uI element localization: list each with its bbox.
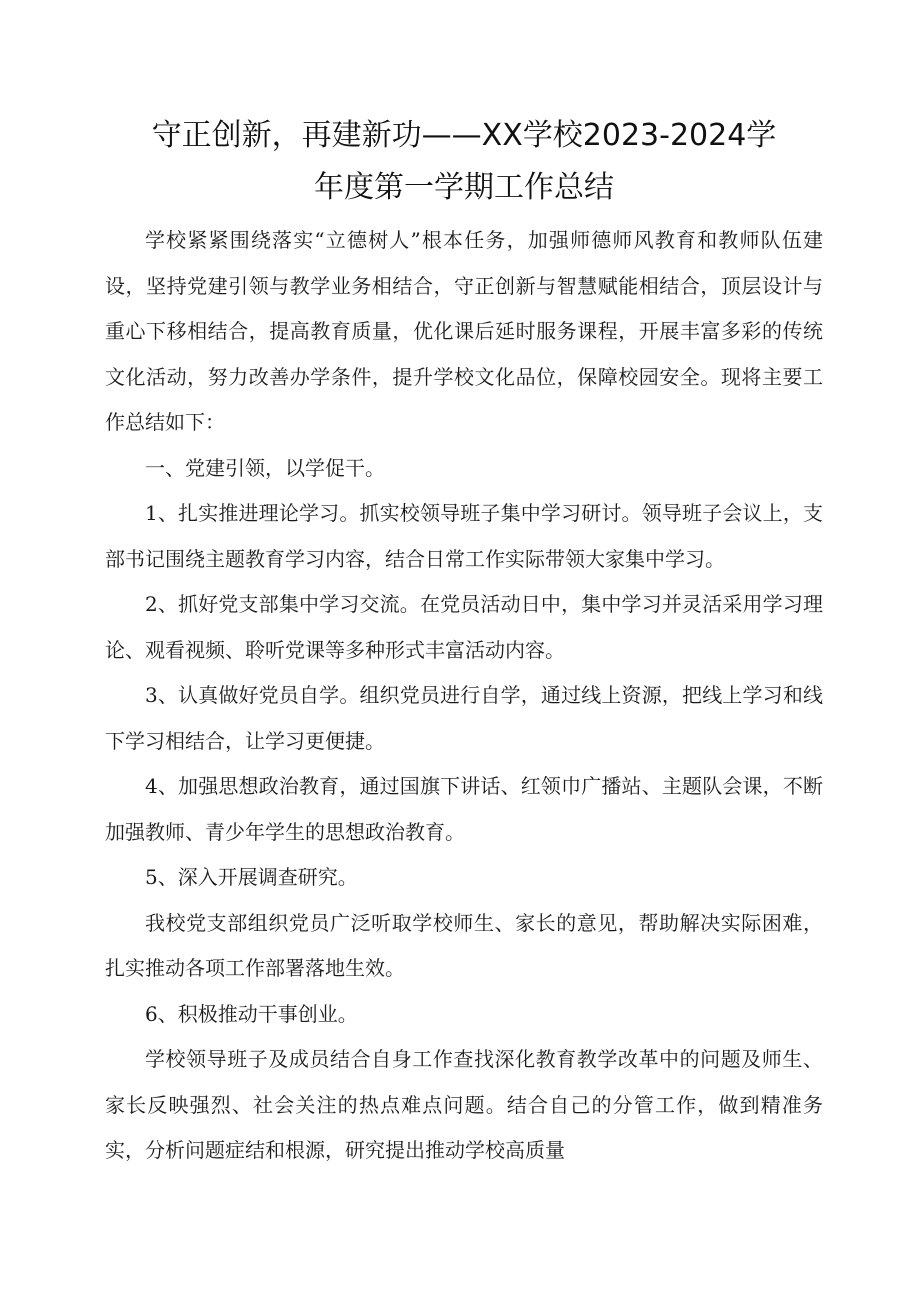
item-3-paragraph: 3、认真做好党员自学。组织党员进行自学，通过线上资源，把线上学习和线下学习相结合，让学习更便捷。 bbox=[105, 683, 823, 753]
item-6-paragraph: 学校领导班子及成员结合自身工作查找深化教育教学改革中的问题及师生、家长反映强烈、社会关注的热点难点问题。结合自己的分管工作，做到精准务实，分析问题症结和根源，研究提出推动学校高质量 bbox=[105, 1047, 823, 1162]
document-page bbox=[105, 110, 823, 1174]
item-4-paragraph: 4、加强思想政治教育，通过国旗下讲话、红领巾广播站、主题队会课，不断加强教师、青少年学生的思想政治教育。 bbox=[105, 774, 823, 844]
item-6-heading: 6、积极推动干事创业。 bbox=[145, 1001, 358, 1026]
item-5-paragraph: 我校党支部组织党员广泛听取学校师生、家长的意见，帮助解决实际困难，扎实推动各项工作部署落地生效。 bbox=[105, 910, 823, 980]
document-body bbox=[105, 218, 823, 1174]
item-1-paragraph: 1、扎实推进理论学习。抓实校领导班子集中学习研讨。领导班子会议上，支部书记围绕主题教育学习内容，结合日常工作实际带领大家集中学习。 bbox=[105, 501, 823, 571]
title-line-2: 年度第一学期工作总结 bbox=[314, 170, 614, 205]
document-title bbox=[105, 110, 823, 214]
section-heading-1: 一、党建引领，以学促干。 bbox=[145, 455, 385, 480]
item-2-paragraph: 2、抓好党支部集中学习交流。在党员活动日中，集中学习并灵活采用学习理论、观看视频、聆听党课等多种形式丰富活动内容。 bbox=[105, 592, 823, 662]
item-5-heading: 5、深入开展调查研究。 bbox=[145, 865, 358, 889]
title-line-1: 守正创新，再建新功——XX学校2023-2024学 bbox=[151, 118, 777, 153]
intro-paragraph: 学校紧紧围绕落实“立德树人”根本任务，加强师德师风教育和教师队伍建设，坚持党建引领与教学业务相结合，守正创新与智慧赋能相结合，顶层设计与重心下移相结合，提高教育质量，优化课后延时服务课程，开展丰富多彩的传统文化活动，努力改善办学条件，提升学校文化品位，保障校园安全。现将主要工作总结如下： bbox=[105, 228, 823, 434]
